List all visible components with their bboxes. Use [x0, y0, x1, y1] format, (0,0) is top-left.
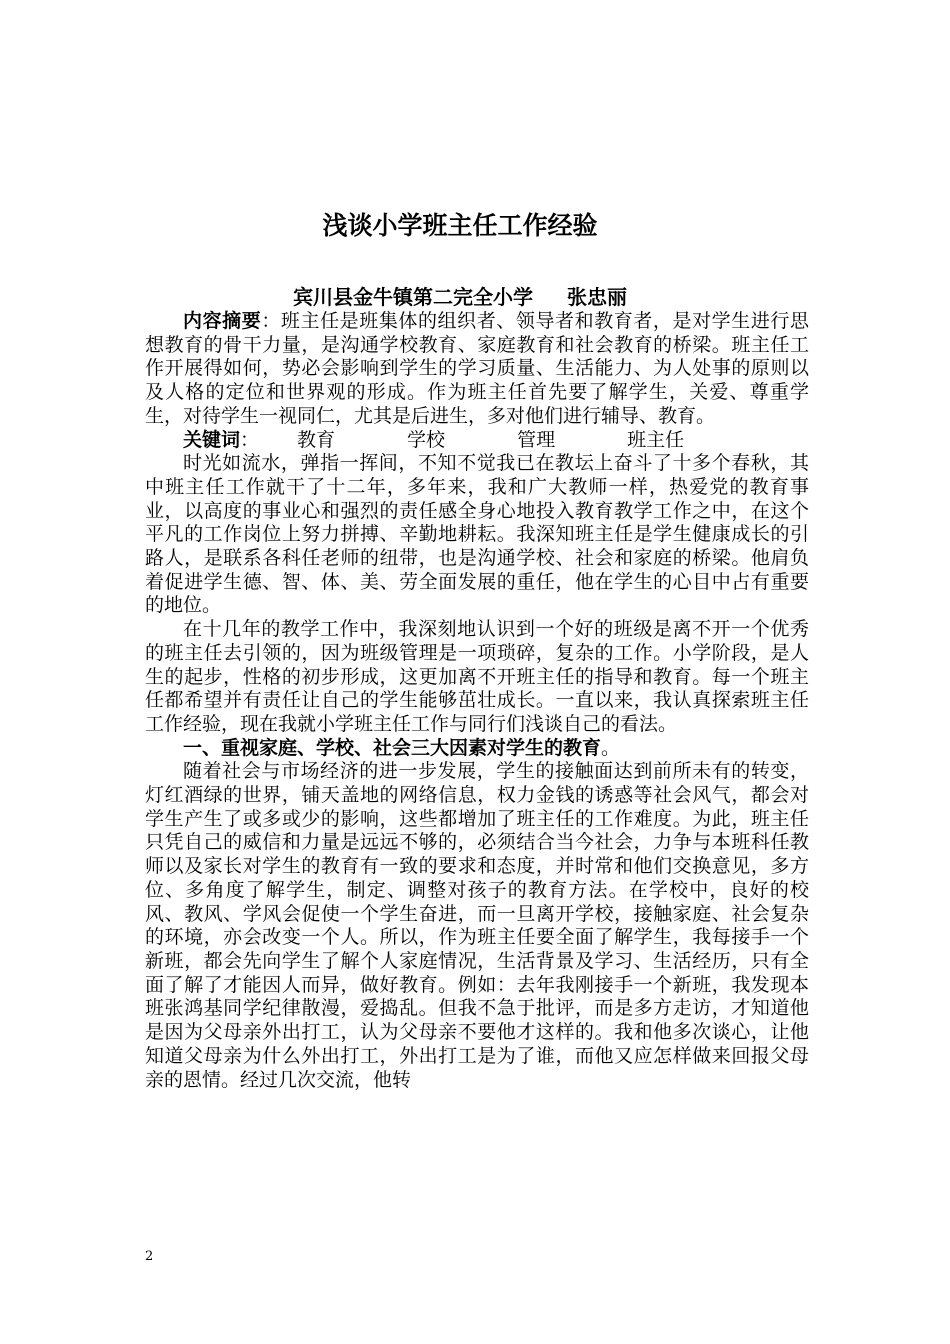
body-paragraph: 在十几年的教学工作中，我深刻地认识到一个好的班级是离不开一个优秀的班主任去引领的，因为班级管理是一项琐碎，复杂的工作。小学阶段，是人生的起步，性格的初步形成，这更加离不开班主任的指导和教育。每一个班主任都希望并有责任让自己的学生能够茁壮成长。一直以来，我认真探索班主任工作经验，现在我就小学班主任工作与同行们浅谈自己的看法。	[145, 618, 809, 735]
body-paragraph: 随着社会与市场经济的进一步发展，学生的接触面达到前所未有的转变，灯红酒绿的世界，铺天盖地的网络信息，权力金钱的诱惑等社会风气，都会对学生产生了或多或少的影响，这些都增加了班主任的工作难度。为此，班主任只凭自己的威信和力量是远远不够的，必须结合当今社会，力争与本班科任教师以及家长对学生的教育有一致的要求和态度，并时常和他们交换意见，多方位、多角度了解学生，制定、调整对孩子的教育方法。在学校中，良好的校风、教风、学风会促使一个学生奋进，而一旦离开学校，接触家庭、社会复杂的环境，亦会改变一个人。所以，作为班主任要全面了解学生，我每接手一个新班，都会先向学生了解个人家庭情况，生活背景及学习、生活经历，只有全面了解了才能因人而异，做好教育。例如：去年我刚接手一个新班，我发现本班张鸿基同学纪律散漫，爱捣乱。但我不急于批评，而是多方走访，才知道他是因为父母亲外出打工，认为父母亲不要他才这样的。我和他多次谈心，让他知道父母亲为什么外出打工，外出打工是为了谁，而他又应怎样做来回报父母亲的恩情。经过几次交流，他转	[145, 760, 809, 1091]
keyword: 管理	[517, 428, 556, 451]
abstract-text: 班主任是班集体的组织者、领导者和教育者，是对学生进行思想教育的骨干力量，是沟通学校教育、家庭教育和社会教育的桥梁。班主任工作开展得如何，势必会影响到学生的学习质量、生活能力、为人处事的原则以及人格的定位和世界观的形成。作为班主任首先要了解学生，关爱、尊重学生，对待学生一视同仁，尤其是后进生，多对他们进行辅导、教育。	[145, 310, 809, 427]
keyword: 学校	[407, 428, 446, 451]
body-paragraph: 时光如流水，弹指一挥间，不知不觉我已在教坛上奋斗了十多个春秋，其中班主任工作就干了十二年，多年来，我和广大教师一样，热爱党的教育事业，以高度的事业心和强烈的责任感全身心地投入教育教学工作之中，在这个平凡的工作岗位上努力拼搏、辛勤地耕耘。我深知班主任是学生健康成长的引路人，是联系各科任老师的纽带，也是沟通学校、社会和家庭的桥梁。他肩负着促进学生德、智、体、美、劳全面发展的重任，他在学生的心目中占有重要的地位。	[145, 452, 809, 617]
keywords-label: 关键词	[183, 428, 241, 451]
author-name: 张忠丽	[567, 285, 627, 309]
author-school: 宾川县金牛镇第二完全小学	[293, 285, 533, 309]
keywords-paragraph: 关键词： 教育 学校 管理 班主任	[183, 428, 685, 451]
section-heading-text: 一、重视家庭、学校、社会三大因素对学生的教育	[183, 736, 602, 759]
abstract-label: 内容摘要	[183, 310, 262, 332]
keyword: 教育	[297, 428, 336, 451]
document-body	[145, 310, 809, 1092]
page-number: 2	[145, 1249, 154, 1264]
keyword: 班主任	[627, 428, 685, 451]
section-heading	[145, 737, 809, 761]
author-line	[145, 284, 775, 310]
document-title: 浅谈小学班主任工作经验	[322, 211, 598, 240]
abstract-paragraph: 内容摘要：班主任是班集体的组织者、领导者和教育者，是对学生进行思想教育的骨干力量，是沟通学校教育、家庭教育和社会教育的桥梁。班主任工作开展得如何，势必会影响到学生的学习质量、生活能力、为人处事的原则以及人格的定位和世界观的形成。作为班主任首先要了解学生，关爱、尊重学生，对待学生一视同仁，尤其是后进生，多对他们进行辅导、教育。	[145, 310, 809, 427]
section-heading-punct: 。	[601, 736, 621, 759]
